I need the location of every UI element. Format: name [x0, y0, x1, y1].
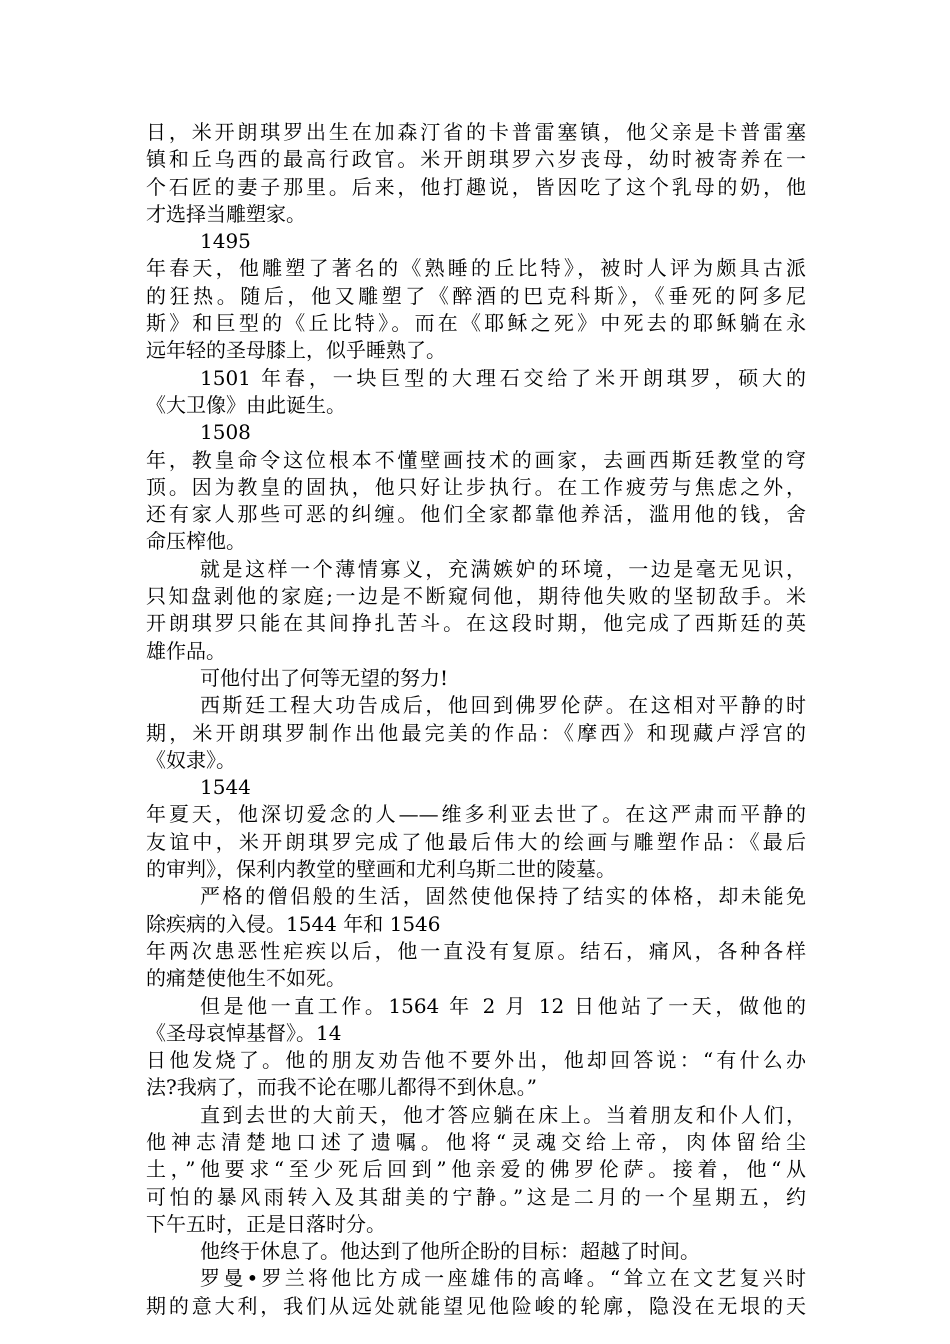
text-line: 个石匠的妻子那里。后来，他打趣说，皆因吃了这个乳母的奶，他	[146, 174, 806, 199]
text-line: 西斯廷工程大功告成后，他回到佛罗伦萨。在这相对平静的时	[200, 693, 806, 718]
text-line: 《大卫像》由此诞生。	[146, 392, 346, 417]
text-line: 他终于休息了。他达到了他所企盼的目标：超越了时间。	[200, 1239, 700, 1264]
text-line: 下午五时，正是日落时分。	[146, 1211, 386, 1236]
text-line: 的痛楚使他生不如死。	[146, 966, 346, 991]
text-line: 才选择当雕塑家。	[146, 201, 306, 226]
text-line: 法?我病了，而我不论在哪儿都得不到休息。”	[146, 1075, 537, 1100]
text-line: 远年轻的圣母膝上，似乎睡熟了。	[146, 338, 446, 363]
text-line: 但是他一直工作。1564 年 2 月 12 日他站了一天，做他的	[200, 993, 806, 1018]
text-line: 日，米开朗琪罗出生在加森汀省的卡普雷塞镇，他父亲是卡普雷塞	[146, 120, 806, 144]
text-line: 土，”他要求“至少死后回到”他亲爱的佛罗伦萨。接着，他“从	[146, 1157, 806, 1182]
text-line: 的审判》，保利内教堂的壁画和尤利乌斯二世的陵墓。	[146, 857, 616, 882]
text-line: 只知盘剥他的家庭;一边是不断窥伺他，期待他失败的坚韧敌手。米	[146, 584, 806, 609]
text-line: 年两次患恶性疟疾以后，他一直没有复原。结石，痛风，各种各样	[146, 938, 806, 963]
text-line: 罗曼•罗兰将他比方成一座雄伟的高峰。“耸立在文艺复兴时	[200, 1266, 806, 1291]
text-line: 还有家人那些可恶的纠缠。他们全家都靠他养活，滥用他的钱，舍	[146, 502, 806, 527]
text-line: 年夏天，他深切爱念的人——维多利亚去世了。在这严肃而平静的	[146, 802, 806, 827]
text-line: 直到去世的大前天，他才答应躺在床上。当着朋友和仆人们，	[200, 1102, 806, 1127]
text-line: 顶。因为教皇的固执，他只好让步执行。在工作疲劳与焦虑之外，	[146, 474, 806, 499]
text-line: 可他付出了何等无望的努力!	[200, 665, 449, 690]
text-line: 命压榨他。	[146, 529, 246, 554]
text-line: 他神志清楚地口述了遗嘱。他将“灵魂交给上帝，肉体留给尘	[146, 1129, 806, 1154]
text-line: 年春天，他雕塑了著名的《熟睡的丘比特》，被时人评为颇具古派	[146, 256, 806, 281]
text-line: 可怕的暴风雨转入及其甜美的宁静。”这是二月的一个星期五，约	[146, 1184, 806, 1209]
year-line: 1544	[200, 775, 251, 800]
text-line: 年，教皇命令这位根本不懂壁画技术的画家，去画西斯廷教堂的穹	[146, 447, 806, 472]
text-line: 期，米开朗琪罗制作出他最完美的作品：《摩西》和现藏卢浮宫的	[146, 720, 806, 745]
text-line: 斯》和巨型的《丘比特》。而在《耶稣之死》中死去的耶稣躺在永	[146, 311, 806, 336]
body-text	[146, 119, 806, 1320]
text-line: 《圣母哀悼基督》。14	[146, 1020, 342, 1045]
text-line: 就是这样一个薄情寡义，充满嫉妒的环境，一边是毫无见识，	[200, 556, 806, 581]
text-line: 除疾病的入侵。1544 年和 1546	[146, 911, 441, 936]
text-line: 1501 年春，一块巨型的大理石交给了米开朗琪罗，硕大的	[200, 365, 806, 390]
text-line: 的狂热。随后，他又雕塑了《醉酒的巴克科斯》，《垂死的阿多尼	[146, 283, 806, 308]
text-line: 期的意大利，我们从远处就能望见他险峻的轮廓，隐没在无垠的天	[146, 1293, 806, 1318]
text-line: 严格的僧侣般的生活，固然使他保持了结实的体格，却未能免	[200, 884, 806, 909]
year-line: 1508	[200, 420, 251, 445]
text-line: 《奴隶》。	[146, 747, 236, 772]
text-line: 友谊中，米开朗琪罗完成了他最后伟大的绘画与雕塑作品：《最后	[146, 829, 806, 854]
text-line: 雄作品。	[146, 638, 226, 663]
text-line: 日他发烧了。他的朋友劝告他不要外出，他却回答说：“有什么办	[146, 1048, 806, 1073]
text-line: 开朗琪罗只能在其间挣扎苦斗。在这段时期，他完成了西斯廷的英	[146, 611, 806, 636]
text-line: 镇和丘乌西的最高行政官。米开朗琪罗六岁丧母，幼时被寄养在一	[146, 147, 806, 172]
year-line: 1495	[200, 229, 251, 254]
